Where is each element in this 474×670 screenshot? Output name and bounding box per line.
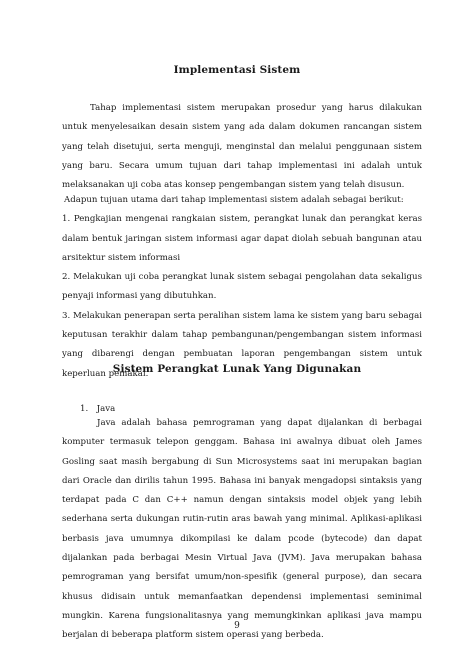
intro-paragraph: Tahap implementasi sistem merupakan prosedur yang harus dilakukan untuk menyelesaikan desain sistem yang ada dalam dokumen rancangan sistem yang telah disetujui, serta menguji, menginstal dan melalui penggunaan sistem yang baru. Secara umum tujuan dari tahap implementasi ini adalah untuk melaksanakan uji coba atas konsep pengembangan sistem yang telah disusun.	[62, 103, 422, 191]
section-title-software: Sistem Perangkat Lunak Yang Digunakan	[112, 363, 362, 375]
list-item-2: 2. Melakukan uji coba perangkat lunak sistem sebagai pengolahan data sekaligus penyaji informasi yang dibutuhkan.	[62, 272, 422, 302]
page-number: 9	[234, 621, 240, 631]
purpose-block	[62, 191, 422, 384]
list-item-3: 3. Melakukan penerapan serta peralihan sistem lama ke sistem yang baru sebagai keputusan terakhir dalam tahap pembangunan/pengembangan sistem informasi yang dibarengi dengan pembuatan laporan pengembangan sistem untuk keperluan pemakai.	[62, 310, 422, 379]
java-paragraph: Java adalah bahasa pemrograman yang dapat dijalankan di berbagai komputer termasuk telepon genggam. Bahasa ini awalnya dibuat oleh James Gosling saat masih bergabung di Sun Microsystems saat ini merupakan bagian dari Oracle dan dirilis tahun 1995. Bahasa ini banyak mengadopsi sintaksis yang terdapat pada C dan C++ namun dengan sintaksis model objek yang lebih sederhana serta dukungan rutin-rutin aras bawah yang minimal. Aplikasi-aplikasi berbasis java umumnya dikompilasi ke dalam pcode (bytecode) dan dapat dijalankan pada berbagai Mesin Virtual Java (JVM). Java merupakan bahasa pemrograman yang bersifat umum/non-spesifik (general purpose), dan secara khusus didisain untuk memanfaatkan dependensi implementasi seminimal mungkin. Karena fungsionalitasnya yang memungkinkan aplikasi java mampu berjalan di beberapa platform sistem operasi yang berbeda.	[62, 418, 422, 641]
list-item-1: 1. Pengkajian mengenai rangkaian sistem, perangkat lunak dan perangkat keras dalam bentuk jaringan sistem informasi agar dapat diolah sebuah bangunan atau arsitektur sistem informasi	[62, 214, 422, 263]
purpose-intro: Adapun tujuan utama dari tahap implementasi sistem adalah sebagai berikut:	[64, 195, 404, 205]
section-title-implementasi: Implementasi Sistem	[173, 64, 301, 76]
java-heading-number: 1.	[80, 404, 89, 414]
java-heading-label: Java	[96, 404, 116, 414]
